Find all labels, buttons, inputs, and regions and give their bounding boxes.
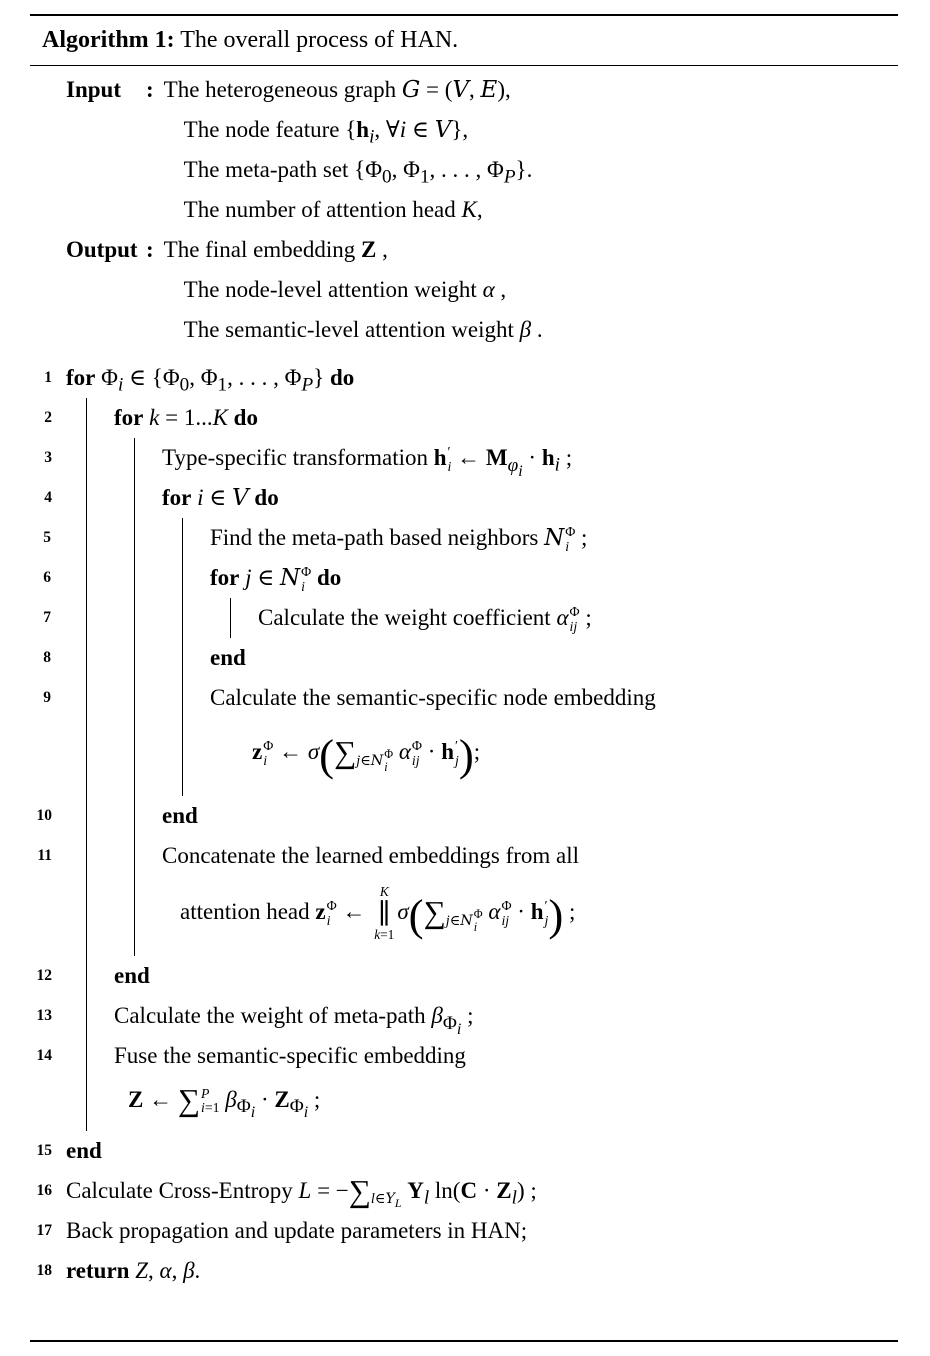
algo-line-13 — [36, 996, 898, 1038]
algorithm-caption — [30, 16, 898, 65]
input-line-graph: The heterogeneous graph G = (V, E), — [163, 77, 511, 104]
line-number: 8 — [43, 649, 51, 667]
algo-line-15 — [36, 1131, 898, 1171]
output-line-embedding: The final embedding Z , — [163, 237, 388, 263]
algo-line-1 — [44, 358, 898, 398]
algo-line-5 — [43, 518, 898, 558]
line-content: for i ∈ V do — [162, 485, 279, 512]
input-line-node-feature: The node feature {$h_i$, ∀i ∈ V}, — [183, 117, 469, 148]
formula-concat-heads — [162, 876, 898, 956]
line-number: 7 — [43, 609, 51, 627]
line-number: 18 — [36, 1262, 52, 1280]
line-number: 15 — [36, 1141, 52, 1159]
loop-block-neighbors — [43, 598, 898, 638]
algorithm-label: Algorithm 1: — [42, 27, 175, 53]
line-number: 17 — [36, 1222, 52, 1240]
caption-rule — [30, 65, 898, 66]
line-number: 16 — [36, 1181, 52, 1199]
line-number: 2 — [44, 409, 52, 427]
line-content: Type-specific transformation h ′ i ← $M_{\varphi_i} \cdot h_i$ ; — [162, 444, 573, 480]
input-label: Input — [66, 77, 121, 103]
algo-line-12 — [36, 956, 898, 996]
line-number: 6 — [43, 569, 51, 587]
formula-content: attention head z Φ i ← K ∥ k=1 $\sigma(\sum_{j\in N \Phi i}$ α Φ ij · h ′ j ) ; — [180, 884, 576, 943]
formula-content: z Φ i ← $\sigma(\sum_{j\in N \Phi i}$ α Φ ij · h ′ j ); — [252, 730, 481, 781]
line-number: 3 — [44, 449, 52, 467]
algo-line-10 — [36, 796, 898, 836]
line-content: for j ∈ N Φ i do — [210, 564, 342, 594]
algorithm-body — [30, 358, 898, 1291]
algo-line-2 — [44, 398, 898, 438]
line-content: Calculate the weight coefficient α Φ ij ; — [258, 604, 592, 634]
line-number: 11 — [37, 847, 52, 865]
line-number: 14 — [36, 1047, 52, 1065]
algo-line-9 — [43, 678, 898, 718]
line-number: 12 — [36, 967, 52, 985]
bottom-rule — [30, 1340, 898, 1342]
line-number: 10 — [36, 807, 52, 825]
line-content: end — [114, 963, 150, 989]
input-colon: : — [146, 77, 154, 103]
line-number: 5 — [43, 529, 51, 547]
algo-line-18 — [36, 1251, 898, 1291]
line-content: Concatenate the learned embeddings from all — [162, 843, 580, 869]
line-content: Calculate the semantic-specific node embedding — [210, 685, 656, 711]
loop-block-metapaths — [36, 398, 898, 1131]
input-row — [66, 70, 898, 230]
formula-content: Z ← ∑ P i=1 $\beta_{\Phi_i} \cdot Z_{\Phi_i}$ ; — [128, 1082, 321, 1122]
algo-line-4 — [44, 478, 898, 518]
output-label: Output — [66, 237, 138, 263]
input-lines — [164, 70, 898, 230]
line-content: Back propagation and update parameters in HAN; — [66, 1218, 528, 1244]
algo-line-16 — [36, 1171, 898, 1212]
algo-line-17 — [36, 1211, 898, 1251]
line-content: Fuse the semantic-specific embedding — [114, 1043, 466, 1069]
loop-block-heads — [36, 438, 898, 956]
line-content: end — [210, 645, 246, 671]
line-content: return Z, α, β. — [66, 1258, 201, 1284]
formula-node-embedding — [210, 718, 898, 796]
output-line-semantic-attention: The semantic-level attention weight β . — [183, 317, 543, 343]
algo-line-6 — [43, 558, 898, 598]
output-colon: : — [146, 237, 154, 263]
line-number: 13 — [36, 1007, 52, 1025]
output-lines — [164, 230, 898, 350]
line-content: for k = 1...K do — [114, 405, 258, 431]
formula-fuse-embedding — [114, 1076, 898, 1130]
line-content: Calculate the weight of meta-path $\beta_{\Phi_i}$ ; — [114, 1003, 474, 1038]
algo-line-11 — [37, 836, 898, 876]
line-number: 9 — [43, 689, 51, 707]
algo-line-3 — [44, 438, 898, 480]
line-content: end — [162, 803, 198, 829]
algo-line-14 — [36, 1036, 898, 1076]
input-line-attention-heads: The number of attention head K, — [183, 197, 483, 223]
output-row — [66, 230, 898, 350]
line-content: end — [66, 1137, 102, 1163]
io-section — [30, 70, 898, 350]
line-content: Find the meta-path based neighbors N Φ i ; — [210, 524, 588, 554]
algorithm-title: The overall process of HAN. — [180, 27, 459, 53]
algo-line-7 — [43, 598, 898, 638]
line-number: 1 — [44, 369, 52, 387]
loop-block-nodes — [43, 518, 898, 796]
line-content: Calculate Cross-Entropy $L = -\sum_{l\in Y_L}$ $Y_l$ $\ln(C \cdot Z_l)$ ; — [66, 1173, 537, 1211]
line-number: 4 — [44, 489, 52, 507]
input-line-metapath-set: The meta-path set {$\Phi_0$, $\Phi_1$, . . . , $\Phi_P$}. — [183, 157, 533, 188]
algo-line-8 — [43, 638, 898, 678]
line-content: for $\Phi_i$ ∈ {$\Phi_0$, $\Phi_1$, . . . , $\Phi_P$} do — [66, 365, 355, 396]
output-line-node-attention: The node-level attention weight α , — [183, 277, 507, 303]
